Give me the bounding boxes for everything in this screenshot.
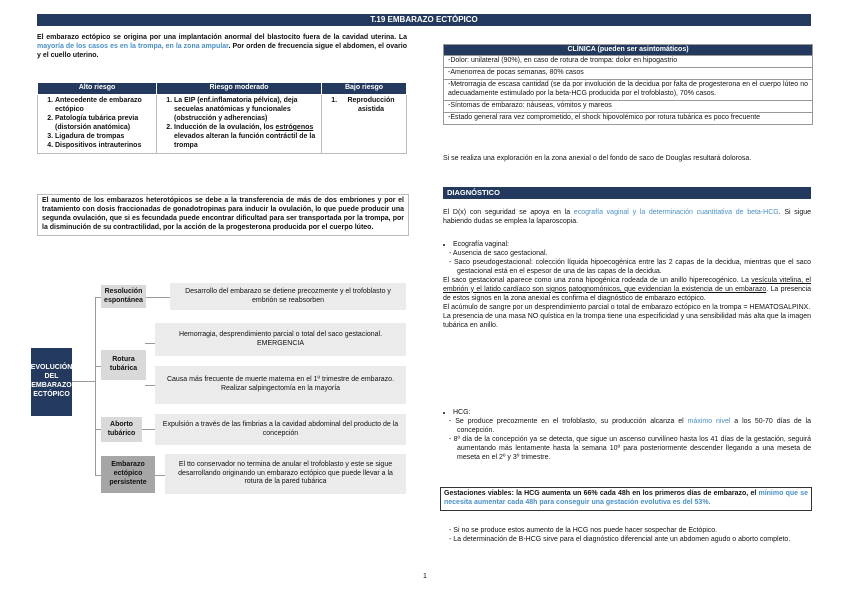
intro-text-end: . Por orden de frecuencia sigue el abdomen, el ovario y el cuello uterino. [37, 42, 407, 59]
list-item: - Saco pseudogestacional: colección líquida hipoecogénica entre las 2 capas de la decidua, mientras que el saco gestacional está en el espesor de una de las capas de la decidua. [449, 258, 812, 275]
low-risk-cell [322, 94, 407, 153]
list-item: - La determinación de B-HCG sirve para el diagnóstico diferencial ante un abdomen agudo o aborto completo. [449, 535, 791, 543]
connector-line [141, 429, 155, 430]
final-items [443, 527, 811, 545]
clinica-item: -Estado general rara vez comprometido, el shock hipovolémico por rotura tubárica es poco frecuente [444, 112, 812, 124]
intro-text: El embarazo ectópico se origina por una implantación anormal del blastocito fuera de la cavidad uterina. La [37, 34, 407, 41]
connector-line [72, 381, 96, 382]
risk-table [37, 82, 407, 154]
list-item: 3. Ligadura de trompas [55, 133, 153, 142]
page-number: 1 [423, 573, 427, 580]
hcg-section [443, 409, 811, 463]
list-item: - Si no se produce estos aumento de la HCG nos puede hacer sospechar de Ectópico. [449, 527, 718, 534]
persistent-box: Embarazo ectópico persistente [101, 456, 155, 493]
moderate-risk-cell [157, 94, 322, 153]
high-risk-cell [38, 94, 157, 153]
clinica-item: -Metrorragia de escasa cantidad (se da por involución de la decidua por falta de progesterona en el cuerpo lúteo no adecuadamente estimulado por la beta-HCG producida por el trofoblasto), 70% casos. [444, 79, 812, 100]
connector-line [95, 297, 96, 476]
viable-gestation-box: Gestaciones viables: la HCG aumenta un 66% cada 48h en los primeros días de embarazo, el mínimo que se necesita aumentar cada 48h para conseguir una gestación evolutiva es del 53%. [440, 487, 812, 511]
diagnostico-header: DIAGNÓSTICO [443, 187, 811, 199]
list-item: 4. Dispositivos intrauterinos [55, 142, 153, 151]
page-title: T.19 EMBARAZO ECTÓPICO [37, 14, 811, 26]
diagnostico-intro: El D(x) con seguridad se apoya en la ecografía vaginal y la determinación cuantitativa de beta-HCG. Si sigue habiendo dudas se emplea la laparoscopia. [443, 209, 812, 225]
list-item: 2. Inducción de la ovulación, los estrógenos elevados alteran la función contráctil de la trompa [174, 124, 318, 151]
clinica-after-text: Si se realiza una exploración en la zona anexial o del fondo de saco de Douglas resultará dolorosa. [443, 155, 752, 162]
header-high-risk: Alto riesgo [38, 83, 157, 95]
risk-table-header [38, 83, 407, 95]
connector-line [145, 385, 155, 386]
list-item: 1. La EIP (enf.inflamatoria pélvica), deja secuelas anatómicas y funcionales (obstrucción y adherencias) [174, 97, 318, 124]
rupture-box: Rotura tubárica [101, 350, 146, 380]
hematosalpinx-paragraph: El acúmulo de sangre por un desprendimiento parcial o total de embarazo ectópico en la trompa = HEMATOSALPINX. [443, 303, 811, 311]
hcg-title: • HCG: [453, 409, 811, 418]
list-item: - Ausencia de saco gestacional. [449, 249, 548, 257]
intro-highlight: mayoría de los casos es en la trompa, en la zona ampular [37, 42, 229, 50]
abortion-box: Aborto tubárico [101, 417, 142, 442]
evolution-root-box: EVOLUCIÓN DEL EMBARAZO ECTÓPICO [31, 348, 72, 416]
clinica-item: -Amenorrea de pocas semanas, 80% casos [444, 67, 812, 79]
risk-table-row [38, 94, 407, 153]
clinica-box [443, 44, 813, 125]
list-item: 1. Reproducción asistida [339, 97, 403, 115]
clinica-item: -Síntomas de embarazo: náuseas, vómitos y mareos [444, 100, 812, 112]
ecografia-paragraph: El saco gestacional aparece como una zona hipogénica rodeada de un anillo hiperecogénico. La vesícula vitelina, el embrión y el latido cardíaco son signos patognomónicos, que evidencian la existencia de un embarazo. La presencia de estos signos en la zona anexial es confirma el diagnóstico de embarazo ectópico. [443, 276, 811, 302]
list-item: 1. Antecedente de embarazo ectópico [55, 97, 153, 115]
clinica-item: -Dolor: unilateral (90%), en caso de rotura de trompa: dolor en hipogastrio [444, 55, 812, 67]
abortion-description: Expulsión a través de las fimbrias a la cavidad abdominal del producto de la concepción [155, 414, 406, 445]
rupture-description-2: Causa más frecuente de muerte materna en el 1º trimestre de embarazo. Realizar salpingectomía en la mayoría [155, 366, 406, 404]
resolution-box: Resolución espontánea [101, 285, 146, 308]
persistent-description: El tto conservador no termina de anular el trofoblasto y este se sigue desarrollando originando un embarazo ectópico que puede llevar a la rotura de la pared tubárica [165, 454, 406, 494]
mass-paragraph: La presencia de una masa NO quística en la trompa tiene una especificidad y una sensibilidad más alta que la imagen tubárica en anillo. [443, 312, 811, 329]
list-item: - Se produce precozmente en el trofoblasto, su producción alcanza el máximo nivel a los 50-70 días de la concepción. [449, 417, 811, 434]
header-moderate-risk: Riesgo moderado [157, 83, 322, 95]
list-item: 2. Patología tubárica previa (distorsión anatómica) [55, 115, 153, 133]
ecografia-title: • Ecografía vaginal: [453, 241, 811, 250]
connector-line [145, 343, 155, 344]
ecografia-section [443, 241, 811, 331]
connector-line [145, 297, 170, 298]
resolution-description: Desarrollo del embarazo se detiene precozmente y el trofoblasto y embrión se reabsorben [170, 283, 406, 310]
header-low-risk: Bajo riesgo [322, 83, 407, 95]
list-item: - 8º día de la concepción ya se detecta, que sigue un ascenso curvilíneo hasta los 41 días de la gestación, seguirá aumentando más lentamente hasta la semana 10º para posteriormente descender llegando a una meseta de meseta en el 2º y 3º trimestre. [449, 435, 811, 461]
connector-line [155, 475, 165, 476]
rupture-description-1: Hemorragia, desprendimiento parcial o total del saco gestacional. EMERGENCIA [155, 323, 406, 356]
heterotopic-note: El aumento de los embarazos heterotópicos se debe a la transferencia de más de dos embriones y por el tratamiento con dosis fraccionadas de gonadotropinas para inducir la ovulación, lo que puede producir una segunda ovulación, que si es fecundada puede encontrar dificultad para ser transportada por la trompa, por la disminución de su contractilidad, por la acción de la progesterona producida por el cuerpo lúteo. [37, 194, 409, 236]
intro-paragraph [37, 34, 407, 61]
clinica-header: CLÍNICA (pueden ser asintomáticos) [444, 45, 812, 55]
